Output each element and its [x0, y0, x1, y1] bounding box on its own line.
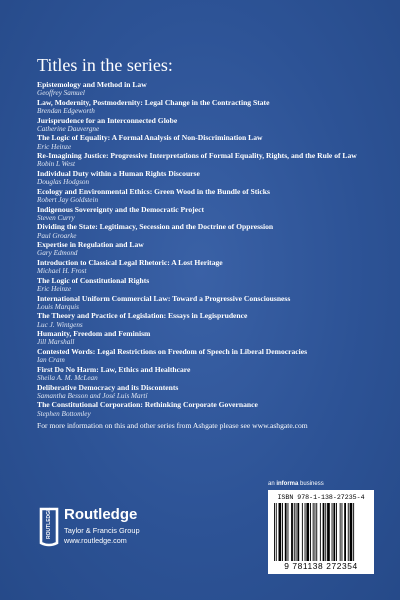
book-title: Humanity, Freedom and Feminism	[37, 329, 151, 339]
book-title: Re-Imagining Justice: Progressive Interpretations of Formal Equality, Rights, and the Rule of Law	[37, 151, 357, 161]
book-author: Michael H. Frost	[37, 267, 87, 276]
series-entry	[37, 240, 377, 258]
book-title: The Logic of Equality: A Formal Analysis of Non-Discrimination Law	[37, 133, 263, 143]
book-title: Jurisprudence for an Interconnected Globe	[37, 115, 178, 125]
book-title: Dividing the State: Legitimacy, Secession and the Doctrine of Oppression	[37, 222, 274, 232]
book-title: The Theory and Practice of Legislation: Essays in Legisprudence	[37, 311, 248, 321]
book-author: Samantha Besson and José Luis Martí	[37, 391, 148, 400]
series-entry	[37, 187, 377, 205]
book-title: Individual Duty within a Human Rights Discourse	[37, 168, 200, 178]
book-author: Robert Jay Goldstein	[37, 195, 99, 204]
series-entry	[37, 347, 377, 365]
book-title: First Do No Harm: Law, Ethics and Healthcare	[37, 364, 191, 374]
book-title: Contested Words: Legal Restrictions on Freedom of Speech in Liberal Democracies	[37, 346, 308, 356]
barcode-bar	[302, 503, 303, 561]
barcode-bar	[282, 503, 283, 561]
barcode-bar	[333, 503, 335, 561]
series-entry	[37, 294, 377, 312]
series-entry	[37, 133, 377, 151]
book-title: Law, Modernity, Postmodernity: Legal Change in the Contracting State	[37, 97, 270, 107]
publisher-block	[37, 506, 187, 556]
series-entry	[37, 258, 377, 276]
book-author: Jill Marshall	[37, 338, 75, 347]
book-title: Indigenous Sovereignty and the Democratic Project	[37, 204, 204, 214]
barcode-bar	[342, 503, 343, 561]
book-author: Paul Groarke	[37, 231, 77, 240]
barcode-bar	[288, 503, 289, 561]
book-author: Luc J. Wintgens	[37, 320, 83, 329]
book-author: Douglas Hodgson	[37, 178, 90, 187]
book-title: Deliberative Democracy and its Discontents	[37, 382, 179, 392]
barcode-bar	[296, 503, 297, 561]
series-entry	[37, 329, 377, 347]
book-title: International Uniform Commercial Law: Toward a Progressive Consciousness	[37, 293, 291, 303]
barcode	[268, 490, 374, 574]
barcode-bar	[279, 503, 282, 561]
series-entry	[37, 276, 377, 294]
book-author: Geoffrey Samuel	[37, 89, 85, 98]
series-entry	[37, 98, 377, 116]
book-author: Steven Curry	[37, 213, 75, 222]
barcode-bar	[276, 503, 277, 561]
series-entry	[37, 80, 377, 98]
series-entry	[37, 365, 377, 383]
publisher-url: www.routledge.com	[64, 536, 127, 545]
series-entry	[37, 222, 377, 240]
series-entry	[37, 311, 377, 329]
publisher-group: Taylor & Francis Group	[64, 526, 140, 535]
barcode-bar	[315, 503, 316, 561]
series-entry	[37, 383, 377, 401]
book-title: The Logic of Constitutional Rights	[37, 275, 150, 285]
book-title: The Constitutional Corporation: Rethinking Corporate Governance	[37, 400, 258, 410]
book-author: Sheila A. M. McLean	[37, 373, 98, 382]
informa-business-label	[268, 481, 324, 487]
informa-suffix: business	[298, 481, 324, 487]
barcode-bar	[325, 503, 326, 561]
book-author: Brendan Edgeworth	[37, 107, 95, 115]
barcode-bar	[297, 503, 299, 561]
barcode-bar	[323, 503, 325, 561]
book-title: Expertise in Regulation and Law	[37, 240, 144, 250]
series-entry	[37, 169, 377, 187]
barcode-digits: 9 781138 272354	[284, 561, 358, 571]
barcode-bar	[294, 503, 295, 561]
barcode-bar	[316, 503, 317, 561]
book-author: Eric Heinze	[37, 284, 72, 293]
barcode-bar	[310, 503, 311, 561]
barcode-bar	[291, 503, 293, 561]
barcode-bar	[306, 503, 309, 561]
barcode-bar	[340, 503, 341, 561]
barcode-bar	[320, 503, 321, 561]
book-author: Stephen Bottomley	[37, 409, 91, 418]
series-title-list	[37, 80, 377, 418]
logo-label: ROUTLEDGE	[46, 507, 52, 539]
series-entry	[37, 400, 377, 418]
book-author: Eric Heinze	[37, 142, 72, 151]
book-author: Louis Marquis	[37, 302, 79, 311]
book-author: Gary Edmond	[37, 249, 78, 258]
informa-prefix: an	[268, 481, 277, 487]
barcode-bar	[305, 503, 306, 561]
book-author: Ian Cram	[37, 356, 65, 365]
series-entry	[37, 151, 377, 169]
barcode-bar	[327, 503, 330, 561]
barcode-bar	[274, 503, 275, 561]
informa-brand: informa	[276, 481, 299, 487]
book-title: Epistemology and Method in Law	[37, 80, 147, 89]
series-entry	[37, 116, 377, 134]
barcode-bar	[313, 503, 314, 561]
barcode-bar	[336, 503, 337, 561]
isbn-label: ISBN 978-1-138-27235-4	[277, 494, 365, 501]
barcode-bars	[274, 503, 370, 561]
book-title: Ecology and Environmental Ethics: Green Wood in the Bundle of Sticks	[37, 186, 270, 196]
series-heading: Titles in the series:	[37, 55, 173, 75]
barcode-bar	[348, 503, 349, 561]
series-entry	[37, 205, 377, 223]
barcode-bar	[350, 503, 353, 561]
more-info-text: For more information on this and other series from Ashgate please see www.ashgate.com	[37, 421, 308, 430]
publisher-name: Routledge	[64, 506, 138, 523]
routledge-logo-icon	[37, 507, 59, 549]
barcode-bar	[285, 503, 287, 561]
barcode-bar	[332, 503, 333, 561]
barcode-bar	[353, 503, 354, 561]
book-author: Robin L West	[37, 160, 75, 169]
book-author: Catherine Dauvergne	[37, 124, 100, 133]
barcode-bar	[344, 503, 346, 561]
book-title: Introduction to Classical Legal Rhetoric: A Lost Heritage	[37, 257, 223, 267]
